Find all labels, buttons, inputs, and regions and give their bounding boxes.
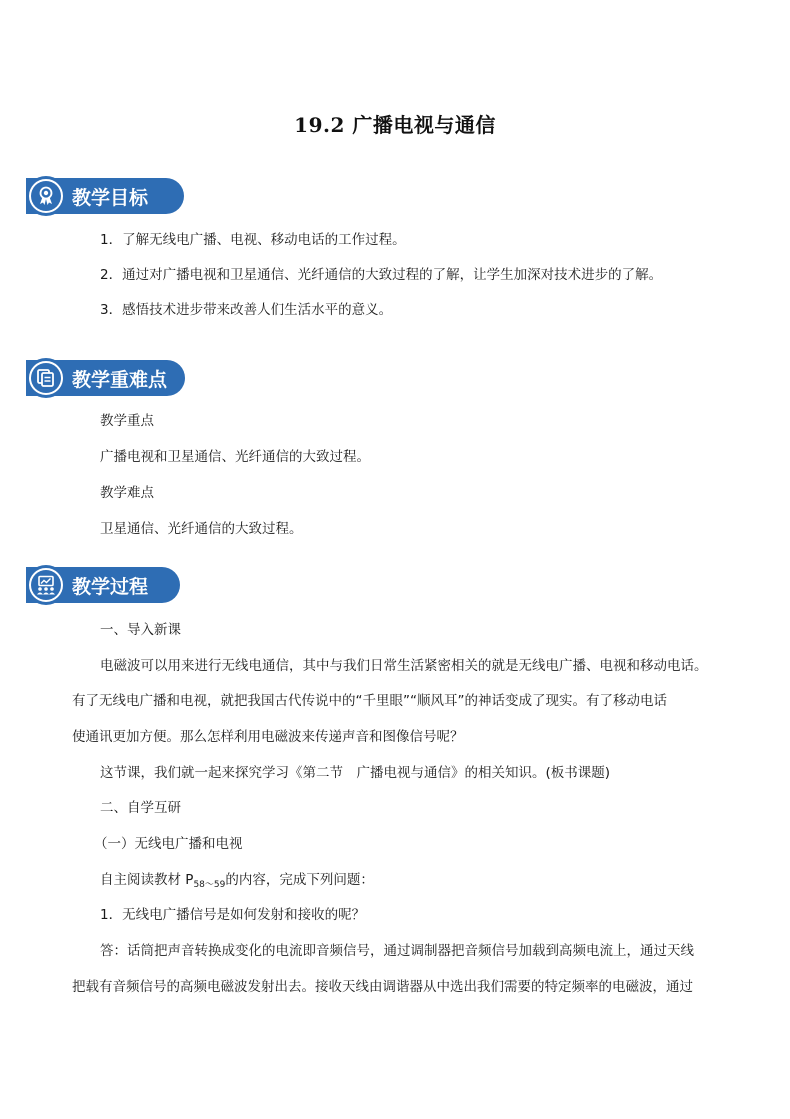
reading-suffix: 的内容，完成下列问题： [225, 872, 374, 888]
section-icon-badge [26, 176, 66, 216]
paragraph-line: 这节课，我们就一起来探究学习《第二节 广播电视与通信》的相关知识。(板书课题) [100, 765, 611, 781]
objective-item: 1．了解无线电广播、电视、移动电话的工作过程。 [100, 232, 406, 248]
answer-line: 把载有音频信号的高频电磁波发射出去。接收天线由调谐器从中选出我们需要的特定频率的电磁波，通过 [72, 979, 693, 995]
focus-label: 教学重点 [100, 413, 154, 429]
part-heading: 一、导入新课 [100, 622, 181, 638]
section-header-process [26, 565, 186, 605]
section-title: 教学重难点 [72, 369, 168, 391]
part-heading: 二、自学互研 [100, 800, 181, 816]
difficulty-label: 教学难点 [100, 485, 154, 501]
reading-prefix: 自主阅读教材 P [100, 872, 194, 888]
difficulty-text: 卫星通信、光纤通信的大致过程。 [100, 521, 303, 537]
objective-item: 3．感悟技术进步带来改善人们生活水平的意义。 [100, 302, 393, 318]
section-title: 教学目标 [72, 187, 149, 209]
section-header-objectives [26, 176, 186, 216]
paragraph-line: 有了无线电广播和电视，就把我国古代传说中的“千里眼”“顺风耳”的神话变成了现实。有了移动电话 [72, 693, 667, 709]
section-header-key-points [26, 358, 186, 398]
award-ribbon-icon [35, 185, 57, 207]
answer-line: 答：话筒把声音转换成变化的电流即音频信号，通过调制器把音频信号加载到高频电流上，通过天线 [100, 943, 694, 959]
reading-pages: 58～59 [193, 880, 226, 890]
document-title: 19.2 广播电视与通信 [294, 113, 496, 137]
paragraph-line: 使通讯更加方便。那么怎样利用电磁波来传递声音和图像信号呢？ [72, 729, 464, 745]
reading-instruction [100, 870, 374, 895]
subsection-heading: （一）无线电广播和电视 [94, 836, 243, 852]
paragraph-line: 电磁波可以用来进行无线电通信，其中与我们日常生活紧密相关的就是无线电广播、电视和移动电话。 [100, 658, 708, 674]
question: 1．无线电广播信号是如何发射和接收的呢？ [100, 907, 366, 923]
objective-item: 2．通过对广播电视和卫星通信、光纤通信的大致过程的了解，让学生加深对技术进步的了解。 [100, 267, 663, 283]
section-icon-badge [26, 358, 66, 398]
focus-text: 广播电视和卫星通信、光纤通信的大致过程。 [100, 449, 370, 465]
section-title: 教学过程 [72, 576, 149, 598]
section-icon-badge [26, 565, 66, 605]
documents-stack-icon [35, 367, 57, 389]
presentation-audience-icon [35, 574, 57, 596]
